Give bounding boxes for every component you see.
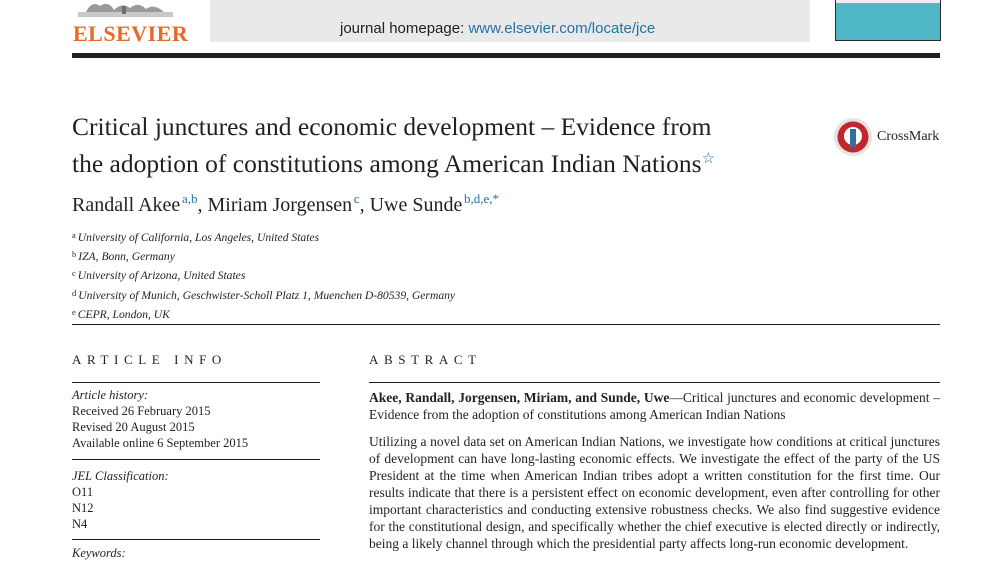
- affiliation-list: [72, 227, 455, 323]
- keywords-section: [72, 545, 322, 561]
- affiliation-item: $^e$ CEPR, London, UK: [72, 306, 170, 321]
- available-date: Available online 6 September 2015: [72, 436, 249, 450]
- abstract-heading: ABSTRACT: [369, 352, 482, 367]
- jel-classification: [72, 468, 322, 532]
- article-info-heading: ARTICLE INFO: [72, 352, 227, 367]
- jel-code: N12: [72, 501, 94, 515]
- author-affil-marks[interactable]: a,b: [181, 191, 198, 206]
- affiliation-item: $^c$ University of Arizona, United States: [72, 268, 246, 283]
- journal-cover-thumbnail[interactable]: [835, 0, 941, 41]
- journal-homepage-link[interactable]: www.elsevier.com/locate/jce: [468, 20, 656, 37]
- article-info-rule: [72, 459, 320, 460]
- elsevier-tree-logo-icon: [78, 0, 173, 17]
- author-name[interactable]: Randall Akee: [72, 194, 181, 216]
- header-divider: [72, 53, 940, 58]
- author-name[interactable]: Uwe Sunde: [369, 194, 463, 216]
- history-label: Article history:: [72, 388, 149, 402]
- author-affil-marks[interactable]: c: [353, 191, 360, 206]
- affiliation-item: $^d$ University of Munich, Geschwister-Scholl Platz 1, Muenchen D-80539, Germany: [72, 287, 456, 302]
- title-line-1: Critical junctures and economic development – Evidence from: [72, 112, 712, 141]
- received-date: Received 26 February 2015: [72, 404, 211, 418]
- citation-title: —Critical junctures and economic development – Evidence from the adoption of constitutions among American Indian Nations: [369, 390, 940, 422]
- author-affil-marks[interactable]: b,d,e,*: [464, 191, 500, 206]
- jel-code: N4: [72, 517, 88, 531]
- section-divider: [72, 324, 940, 325]
- title-footnote-star-icon[interactable]: ☆: [701, 151, 716, 167]
- revised-date: Revised 20 August 2015: [72, 420, 195, 434]
- homepage-prefix: journal homepage:: [340, 20, 469, 37]
- jel-code: O11: [72, 485, 94, 499]
- jel-label: JEL Classification:: [72, 469, 169, 483]
- author-name[interactable]: Miriam Jorgensen: [207, 194, 353, 216]
- affiliation-item: $^b$ IZA, Bonn, Germany: [72, 249, 175, 264]
- affiliation-item: $^a$ University of California, Los Angeles, United States: [72, 230, 320, 244]
- article-info-rule: [72, 382, 320, 383]
- crossmark-icon: [833, 117, 873, 157]
- citation-authors: Akee, Randall, Jorgensen, Miriam, and Sunde, Uwe: [369, 390, 670, 405]
- article-history: [72, 387, 322, 451]
- title-line-2: the adoption of constitutions among American Indian Nations☆: [72, 149, 716, 178]
- author-list: Randall Akee $^{a,b}$, Miriam Jorgensen $^c$, Uwe Sunde $^{b,d,e,*}$: [72, 191, 500, 216]
- article-title: [72, 110, 832, 180]
- article-info-rule: [72, 539, 320, 540]
- abstract-rule: [369, 382, 940, 383]
- abstract-citation: [369, 389, 940, 423]
- keywords-label: Keywords:: [72, 546, 126, 560]
- publisher-logo-text: ELSEVIER: [73, 21, 189, 46]
- journal-homepage-line: [340, 20, 655, 37]
- crossmark-badge[interactable]: [833, 117, 943, 157]
- crossmark-label: CrossMark: [877, 129, 940, 144]
- abstract-body: Utilizing a novel data set on American Indian Nations, we investigate how conditions at critical junctures of development can have long-lasting economic effects. We investigate the effect of the party of the US President at the time when American Indian tribes adopt a written constitution for the first time. Our results indicate that there is a persistent effect on economic development, even after controlling for other important characteristics and conducting extensive robustness checks. We also find suggestive evidence for the constitutional design, and specifically whether the chief executive is elected directly or indirectly, being a likely channel through which the presidential party affects long-run economic development.: [369, 434, 940, 551]
